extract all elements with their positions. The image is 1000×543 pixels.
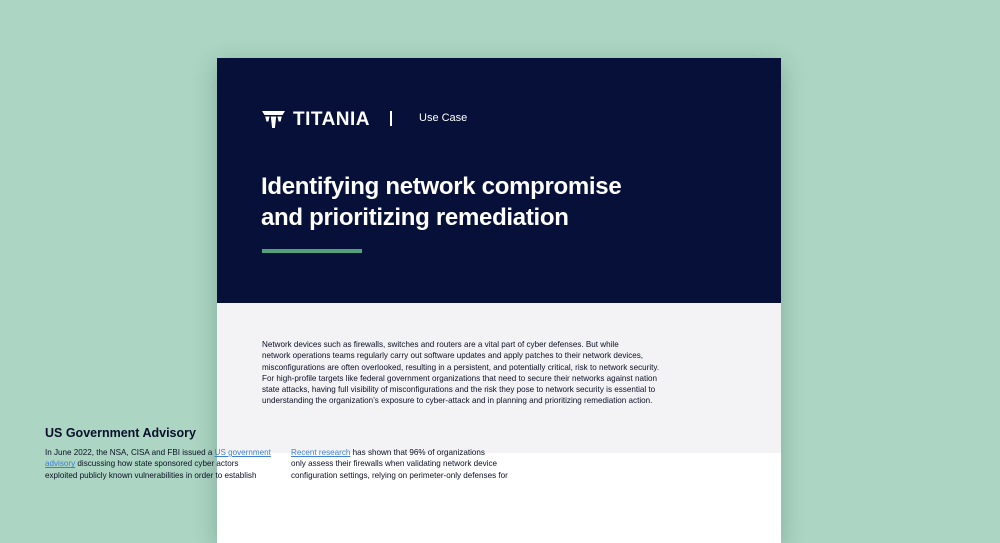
title-accent-bar	[262, 249, 362, 253]
intro-line: network operations teams regularly carry out software updates and apply patches to their network devices,	[262, 351, 644, 361]
recent-research-link[interactable]: Recent research	[291, 448, 351, 457]
document-title	[261, 171, 731, 233]
intro-paragraph	[262, 339, 732, 407]
titania-mark-icon	[262, 111, 285, 128]
left-line-1-text: In June 2022, the NSA, CISA and FBI issued a	[45, 448, 215, 457]
brand-name: TITANIA	[293, 109, 371, 130]
right-line-1-text: has shown that 96% of organizations	[350, 448, 485, 457]
header-divider	[390, 111, 392, 126]
left-line-3-text: exploited publicly known vulnerabilities in order to establish	[45, 470, 257, 480]
title-line-1: Identifying network compromise	[261, 173, 622, 200]
left-column-text	[45, 447, 275, 481]
intro-line: state attacks, having full visibility of misconfigurations and the risk they pose to network security is essential to	[262, 385, 656, 395]
title-line-2: and prioritizing remediation	[261, 204, 569, 231]
right-line-2-text: only assess their firewalls when validating network device	[291, 459, 498, 469]
intro-line: understanding the organization’s exposure to cyber-attack and in planning and prioritizing remediation action.	[262, 396, 653, 406]
intro-line: Network devices such as firewalls, switches and routers are a vital part of cyber defenses. But while	[262, 340, 619, 349]
section-heading: US Government Advisory	[45, 426, 196, 440]
document-header	[217, 58, 781, 303]
us-government-advisory-link[interactable]: US government	[214, 448, 271, 457]
titania-logo	[262, 110, 370, 129]
intro-line: misconfigurations are often overlooked, resulting in a persistent, and potentially critical, risk to network security.	[262, 362, 660, 372]
right-column-text	[291, 447, 521, 481]
document-type-label: Use Case	[419, 112, 468, 124]
intro-line: For high-profile targets like federal government organizations that need to secure their networks against nation	[262, 373, 658, 383]
right-line-3-text: configuration settings, relying on perimeter-only defenses for	[291, 470, 508, 480]
advisory-link[interactable]: advisory	[45, 459, 76, 469]
intro-panel	[217, 303, 781, 453]
left-line-2-text: discussing how state sponsored cyber actors	[75, 459, 239, 469]
